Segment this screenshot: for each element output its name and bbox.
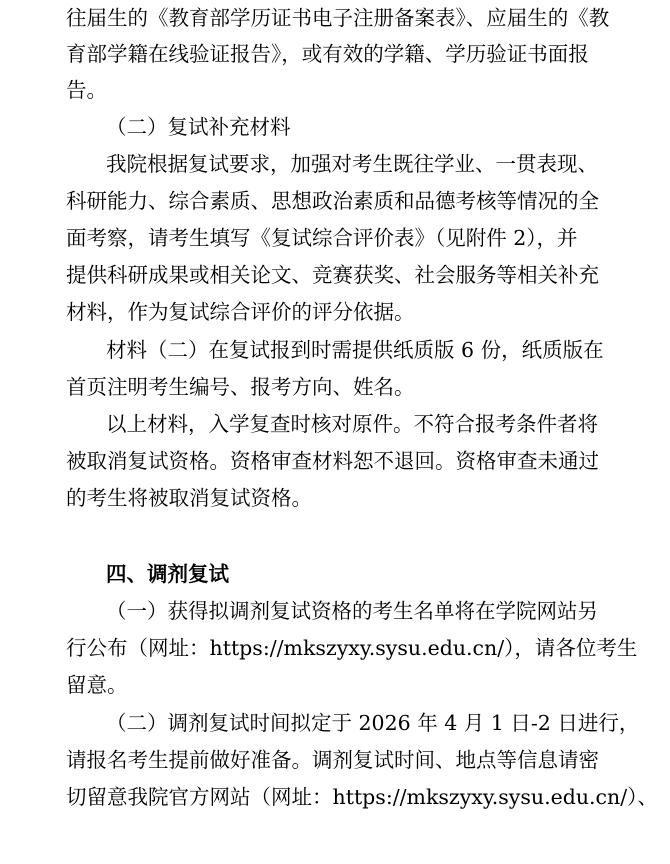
paragraph-line-paper-copies-2: 首页注明考生编号、报考方向、姓名。 xyxy=(66,375,415,399)
paragraph-line-originals-2: 被取消复试资格。资格审查材料恕不退回。资格审查未通过 xyxy=(66,449,599,473)
paragraph-line-supplementary-2: 科研能力、综合素质、思想政治素质和品德考核等情况的全 xyxy=(66,189,599,213)
paragraph-line-paper-copies-1: 材料（二）在复试报到时需提供纸质版 6 份，纸质版在 xyxy=(106,338,604,362)
paragraph-line-adjustment-list-3: 留意。 xyxy=(66,673,128,697)
paragraph-line-adjustment-time-1: （二）调剂复试时间拟定于 2026 年 4 月 1 日-2 日进行， xyxy=(106,711,640,735)
paragraph-line-adjustment-time-3: 切留意我院官方网站（网址：https://mkszyxy.sysu.edu.cn/）、 xyxy=(66,785,658,809)
paragraph-line-supplementary-4: 提供科研成果或相关论文、竞赛获奖、社会服务等相关补充 xyxy=(66,263,599,287)
paragraph-line-adjustment-list-1: （一）获得拟调剂复试资格的考生名单将在学院网站另 xyxy=(106,599,598,623)
paragraph-line-originals-3: 的考生将被取消复试资格。 xyxy=(66,486,312,510)
paragraph-line-supplementary-5: 材料，作为复试综合评价的评分依据。 xyxy=(66,300,415,324)
paragraph-line-adjustment-list-2: 行公布（网址：https://mkszyxy.sysu.edu.cn/），请各位考生 xyxy=(66,636,638,660)
paragraph-line-supplementary-1: 我院根据复试要求，加强对考生既往学业、一贯表现、 xyxy=(106,152,598,176)
paragraph-line-adjustment-time-2: 请报名考生提前做好准备。调剂复试时间、地点等信息请密 xyxy=(66,748,599,772)
section-heading-adjustment-retest: 四、调剂复试 xyxy=(106,562,229,586)
paragraph-line-verification-docs-1: 往届生的《教育部学历证书电子注册备案表》、应届生的《教 xyxy=(66,6,610,30)
section-heading-supplementary-materials: （二）复试补充材料 xyxy=(106,115,291,139)
paragraph-line-verification-docs-2: 育部学籍在线验证报告》，或有效的学籍、学历验证书面报 xyxy=(66,42,589,66)
paragraph-line-supplementary-3: 面考察，请考生填写《复试综合评价表》（见附件 2），并 xyxy=(66,226,578,250)
paragraph-line-verification-docs-3: 告。 xyxy=(66,78,107,102)
paragraph-line-originals-1: 以上材料，入学复查时核对原件。不符合报考条件者将 xyxy=(106,412,598,436)
